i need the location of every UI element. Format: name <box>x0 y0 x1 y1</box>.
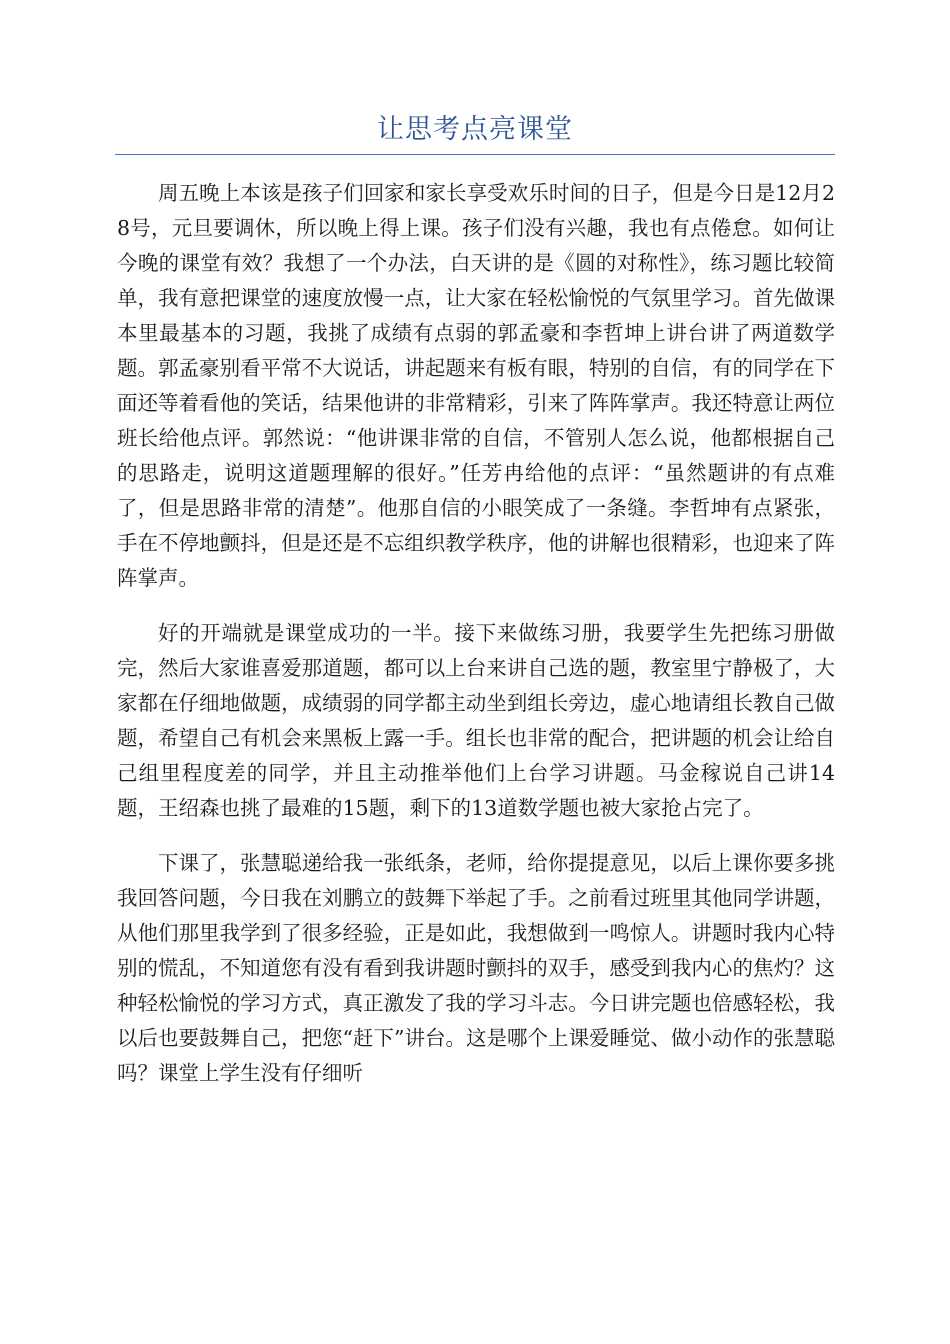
paragraph-1: 周五晚上本该是孩子们回家和家长享受欢乐时间的日子，但是今日是12月28号，元旦要调休，所以晚上得上课。孩子们没有兴趣，我也有点倦怠。如何让今晚的课堂有效？我想了一个办法，白天讲的是《圆的对称性》，练习题比较简单，我有意把课堂的速度放慢一点，让大家在轻松愉悦的气氛里学习。首先做课本里最基本的习题，我挑了成绩有点弱的郭孟豪和李哲坤上讲台讲了两道数学题。郭孟豪别看平常不大说话，讲起题来有板有眼，特别的自信，有的同学在下面还等着看他的笑话，结果他讲的非常精彩，引来了阵阵掌声。我还特意让两位班长给他点评。郭然说：“他讲课非常的自信，不管别人怎么说，他都根据自己的思路走，说明这道题理解的很好。”任芳冉给他的点评：“虽然题讲的有点难了，但是思路非常的清楚”。他那自信的小眼笑成了一条缝。李哲坤有点紧张，手在不停地颤抖，但是还是不忘组织教学秩序，他的讲解也很精彩，也迎来了阵阵掌声。 <box>117 181 835 590</box>
paragraph-2: 好的开端就是课堂成功的一半。接下来做练习册，我要学生先把练习册做完，然后大家谁喜爱那道题，都可以上台来讲自己选的题，教室里宁静极了，大家都在仔细地做题，成绩弱的同学都主动坐到组长旁边，虚心地请组长教自己做题，希望自己有机会来黑板上露一手。组长也非常的配合，把讲题的机会让给自己组里程度差的同学，并且主动推举他们上台学习讲题。马金稼说自己讲14题，王绍森也挑了最难的15题，剩下的13道数学题也被大家抢占完了。 <box>117 621 835 820</box>
document-title: 让思考点亮课堂 <box>377 114 573 145</box>
paragraph-3: 下课了，张慧聪递给我一张纸条，老师，给你提提意见，以后上课你要多挑我回答问题，今日我在刘鹏立的鼓舞下举起了手。之前看过班里其他同学讲题，从他们那里我学到了很多经验，正是如此，我想做到一鸣惊人。讲题时我内心特别的慌乱，不知道您有没有看到我讲题时颤抖的双手，感受到我内心的焦灼？这种轻松愉悦的学习方式，真正激发了我的学习斗志。今日讲完题也倍感轻松，我以后也要鼓舞自己，把您“赶下”讲台。这是哪个上课爱睡觉、做小动作的张慧聪吗？课堂上学生没有仔细听 <box>117 851 835 1085</box>
document-body <box>117 176 835 1111</box>
title-underline <box>115 154 835 155</box>
